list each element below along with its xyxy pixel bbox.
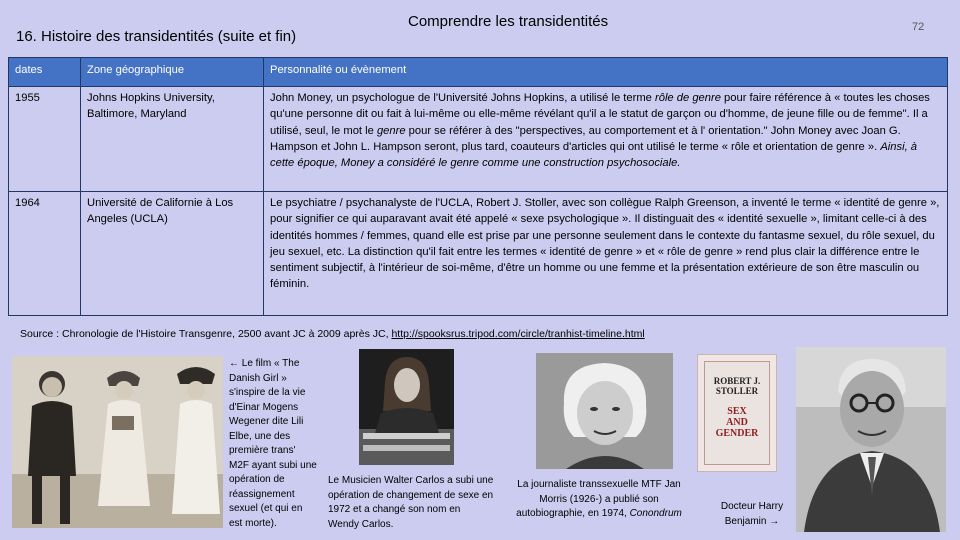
row-text-emphasis: genre (376, 124, 406, 137)
book-author-line: ROBERT J. (713, 376, 761, 386)
wendy-carlos-photo (359, 349, 454, 465)
row-text-emphasis: rôle de genre (655, 92, 721, 104)
source-link[interactable]: http://spooksrus.tripod.com/circle/tranhist-timeline.html (391, 328, 645, 340)
wendy-carlos-caption: Le Musicien Walter Carlos a subi une opération de changement de sexe en 1972 et a changé son nom en Wendy Carlos. (328, 475, 494, 530)
table-header-row (9, 58, 948, 87)
row-text-part: pour se référer à des "perspectives, au comportement et à l' orientation." John Money avec Joan G. Hampson et John L. Hampson seront, plus tard, coauteurs d'articles qui ont utilisé le terme « rôle et orientation de genre ». (270, 124, 901, 153)
header-dates: dates (9, 58, 81, 87)
book-author-line: STOLLER (715, 386, 759, 396)
header-zone: Zone géographique (81, 58, 264, 87)
source-text: Source : Chronologie de l'Histoire Transgenre, 2500 avant JC à 2009 après JC, (20, 328, 392, 340)
book-title-line: GENDER (715, 428, 759, 439)
table-row (9, 87, 948, 192)
book-title-line: AND (726, 417, 748, 428)
sex-and-gender-book-cover (697, 354, 777, 472)
header-personality: Personnalité ou évènement (264, 58, 948, 87)
row-zone: Université de Californie à Los Angeles (UCLA) (81, 192, 264, 316)
book-title-line: SEX (727, 406, 747, 417)
harry-benjamin-caption: Docteur Harry Benjamin → (720, 501, 784, 527)
page-number: 72 (912, 21, 925, 33)
slide-center-title: Comprendre les transidentités (408, 13, 609, 30)
jan-morris-text: La journaliste transsexuelle MTF Jan Morris (1926-) a publié son autobiographie, en 1974, (516, 479, 681, 519)
row-description: Le psychiatre / psychanalyste de l'UCLA, Robert J. Stoller, avec son collègue Ralph Greenson, a inventé le terme « identité de genre », pour signifier ce qui auparavant avait été appelé « sexe psychologique ». Il distinguait des « identité sexuelle », limitant celle-ci à des identités hommes / femmes, quand elle est prise par une personne seulement dans le contexte du fantasme sexuel, du rôle sexuel, du jeu sexuel, etc. La distinction qu'il fait entre les termes « identité de genre » et « rôle de genre » rend plus clair la différence entre le sentiment subjectif, à l'intérieur de soi-même, d'être un homme ou une femme et la présentation extérieure de son être masculin ou féminin. (264, 192, 948, 316)
row-text-part: pour faire référence à « toutes les choses qu'une personne dit ou fait à lui-même ou elle-même révélant qu'il a le statut de garçon ou d'homme, de jeune fille ou de femme". Il a utilisé, seul, le mot le (270, 92, 930, 137)
lili-elbe-photo (12, 356, 223, 528)
book-inner-panel (704, 361, 770, 465)
jan-morris-photo (536, 353, 673, 469)
source-citation (20, 328, 645, 340)
row-description (264, 87, 948, 192)
jan-morris-caption (504, 478, 694, 522)
jan-morris-book-title: Conondrum (629, 508, 682, 519)
timeline-table (8, 57, 948, 316)
row-date: 1955 (9, 87, 81, 192)
row-date: 1964 (9, 192, 81, 316)
table-row (9, 192, 948, 316)
row-text-part: John Money, un psychologue de l'Université Johns Hopkins, a utilisé le terme (270, 92, 655, 104)
slide-title: 16. Histoire des transidentités (suite et fin) (16, 28, 297, 45)
danish-girl-caption: ← Le film « The Danish Girl » s'inspire de la vie d'Einar Mogens Wegener dite Lili Elbe, une des première trans' M2F ayant subi une opération de réassignement sexuel (et qui en est morte). (229, 358, 317, 529)
row-text-emphasis: Ainsi, à cette époque, Money a considéré le genre comme une construction psychosociale. (270, 140, 918, 170)
row-zone: Johns Hopkins University, Baltimore, Maryland (81, 87, 264, 192)
harry-benjamin-photo (796, 347, 946, 532)
